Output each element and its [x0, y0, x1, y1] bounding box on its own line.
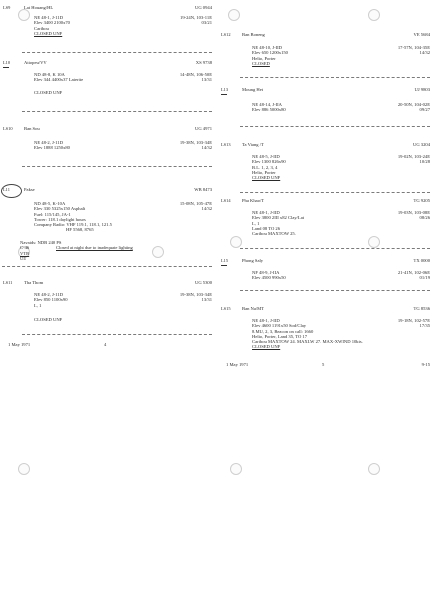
airfield-ident: UG 0944	[195, 5, 212, 10]
status-line: CLOSED	[252, 60, 270, 66]
entry-line: NE 48-1, J-IID	[252, 318, 280, 323]
entry-line-value: 19-18N, 102-57E	[397, 318, 430, 323]
airfield-ident: UG 4971	[195, 126, 212, 131]
airfield-code: L11	[3, 187, 10, 192]
entry-line: Elev 1300 826x90	[252, 159, 286, 165]
separator	[240, 290, 430, 291]
airfield-code: LS14	[221, 198, 231, 203]
airfield-name: Moung Het	[242, 87, 264, 92]
airfield-ident: UG 5300	[195, 280, 212, 285]
entry-line: Elev 3400 2100x70	[34, 20, 70, 26]
airfield-ident: UG 3204	[413, 142, 430, 147]
aircraft-code: VTB	[20, 250, 30, 256]
entry-line: Helio, Porter	[252, 55, 276, 61]
airfield-name: Pakse	[24, 187, 35, 192]
page-number: 4	[104, 342, 107, 347]
entry-line-value: 19-24N, 103-11E	[180, 15, 212, 20]
airfield-ident: TX 0000	[413, 258, 430, 263]
page-number: 5	[322, 362, 325, 367]
entry-line-value: 03/21	[201, 20, 212, 26]
airfield-name: Lat Houang/HL	[24, 5, 54, 10]
entry-line: Elev 886 5000x80	[252, 107, 286, 113]
airfield-code: LS15	[221, 306, 231, 311]
separator	[240, 248, 430, 249]
entry-line: NF 48-9, J-IIA	[252, 270, 280, 275]
airfield-entry	[0, 60, 218, 95]
binder-hole	[18, 463, 30, 475]
footer-date: 1 May 1971	[226, 362, 249, 367]
entry-line-value: 19-38N, 103-34E	[179, 292, 212, 297]
airfield-ident: TG 8536	[413, 306, 430, 311]
entry-line: L, 1	[252, 220, 260, 226]
airfield-code: LS13	[221, 142, 231, 147]
separator	[240, 77, 430, 78]
airfield-ident: TG 9205	[413, 198, 430, 203]
entry-line-value: 21-41N, 102-06E	[397, 270, 430, 275]
separator	[240, 126, 430, 127]
closure-note: Closed at night due to inadequate lighting	[56, 245, 133, 251]
entry-line-value: 13/31	[201, 77, 212, 83]
binder-hole	[228, 9, 240, 21]
airfield-ident: UJ 9803	[414, 87, 430, 92]
entry-line: Elev 3800 2III x82 Clay/Lat	[252, 215, 305, 221]
entry-line-value: 19-03N, 103-08E	[397, 210, 430, 215]
airfield-ident: WB 8473	[194, 187, 212, 192]
status-line: CLOSED UNF	[34, 30, 63, 36]
entry-line-value: 17-57N, 104-35E	[397, 45, 430, 50]
separator	[240, 192, 430, 193]
airfield-entry	[0, 280, 218, 322]
separator	[22, 334, 212, 335]
airfield-name: Ta Viang /T	[242, 142, 264, 147]
entry-line-value: 19-02N, 103-24E	[397, 154, 430, 159]
separator	[22, 52, 212, 53]
entry-line: Tower: 118.1 daylight hours	[34, 216, 86, 222]
entry-line: HF 5568, 8765	[66, 227, 94, 233]
airfield-name: Phong Saly	[242, 258, 264, 263]
entry-line-value: 09/27	[419, 107, 430, 113]
entry-line: Helio, Porter, Land 35, TO 17	[252, 333, 308, 339]
airfield-code: LS10	[3, 126, 13, 131]
right-page	[218, 0, 436, 600]
airfield-name: Ban Sou	[24, 126, 40, 131]
entry-line-value: 14/32	[201, 206, 212, 212]
status-line: CLOSED UNF	[34, 317, 63, 323]
airfield-entry	[0, 187, 218, 233]
airfield-code: LS12	[221, 32, 231, 37]
airfield-ident: XS 9738	[195, 60, 212, 65]
entry-line: Elev 4600 1191x50 Sod/Clay	[252, 323, 307, 329]
entry-line-value: 14-48N, 106-50E	[179, 72, 212, 77]
airfield-entry	[218, 306, 436, 350]
entry-line: NE 48-2, J-11D	[34, 140, 64, 145]
entry-line-value: 13/31	[201, 297, 212, 303]
status-line: CLOSED UNF	[34, 89, 63, 95]
aircraft-code: C-46	[20, 245, 30, 251]
underline-mark	[221, 265, 227, 266]
entry-line-value: 17/35	[419, 323, 430, 329]
entry-line: Elev 330 5325x150 Asphalt	[34, 206, 86, 212]
navaid-block	[0, 240, 218, 261]
entry-line: Helio, Porter	[252, 169, 276, 175]
airfield-code: L10	[3, 60, 11, 65]
airfield-entry	[218, 32, 436, 66]
entry-line-value: 01/19	[419, 275, 430, 281]
airfield-ident: VE 5684	[413, 32, 430, 37]
entry-line: NE 48-2, J-11D	[34, 292, 64, 297]
entry-line: Elev 650 1200x150	[252, 50, 288, 56]
entry-line-value: 14/32	[201, 145, 212, 151]
entry-line: B.L. 1, 2, 3, 4	[252, 164, 278, 170]
entry-line: NE 48-5, J-IID	[252, 154, 280, 159]
airfield-entry	[218, 198, 436, 236]
entry-line: Caribou MAXTOW 25.	[252, 231, 296, 237]
binder-hole	[368, 236, 380, 248]
airfield-name: Ban Na/MT	[242, 306, 265, 311]
entry-line: Navaids: NDB 240 PS	[20, 240, 62, 245]
entry-line-value: 08/26	[419, 215, 430, 221]
airfield-code: LS9	[3, 5, 11, 10]
entry-line: Caribou	[34, 25, 49, 31]
entry-line-value: 19-38N, 103-34E	[179, 140, 212, 145]
separator	[22, 111, 212, 112]
airfield-entry	[0, 5, 218, 36]
entry-line: Elev 344 4400x37 Laterite	[34, 77, 84, 83]
entry-line: Fuel: 115/145, JA-1	[34, 211, 71, 217]
airfield-entry	[218, 87, 436, 113]
entry-line-value: 10/28	[419, 159, 430, 165]
binder-hole	[230, 463, 242, 475]
airfield-code: L15	[221, 258, 229, 263]
airfield-name: Pha Khao/T	[242, 198, 265, 203]
entry-line-value: 14/32	[419, 50, 430, 56]
entry-line: NE 48-1, J-11D	[34, 15, 64, 20]
binder-hole	[368, 9, 380, 21]
status-line: CLOSED UNF	[252, 175, 281, 181]
entry-line: Elev 4500 990x50	[252, 275, 286, 281]
binder-hole	[368, 463, 380, 475]
entry-line: Elev 850 1100x90	[34, 297, 68, 303]
airfield-name: Attopeu/VV	[24, 60, 47, 65]
airfield-name: Tha Thom	[24, 280, 44, 285]
airfield-code: LS11	[3, 280, 13, 285]
binder-hole	[230, 236, 242, 248]
page-reference: 9-15	[421, 362, 430, 367]
entry-line: Land 08 TO 26	[252, 225, 281, 231]
separator	[2, 266, 212, 267]
entry-line: NE 48-10, J-IID	[252, 45, 282, 50]
airfield-code: L13	[221, 87, 229, 92]
underline-mark	[3, 67, 9, 68]
entry-line: NE 48-14, J-IIA	[252, 102, 282, 107]
airfield-entry	[218, 258, 436, 281]
airfield-entry	[218, 142, 436, 180]
footer-date: 1 May 1971	[8, 342, 31, 347]
status-line: CLOSED UNF	[252, 344, 281, 350]
underline-mark	[221, 94, 227, 95]
entry-line: ND 48-8, K 10A	[34, 72, 65, 77]
entry-line: Company Radio: VHF 119.1, 118.1, 121.5	[34, 222, 112, 228]
separator	[22, 166, 212, 167]
entry-line-value: 20-50N, 104-02E	[397, 102, 430, 107]
entry-line-value: 15-08N, 105-47E	[179, 201, 212, 206]
entry-line: L, 1	[34, 302, 42, 308]
entry-line: ND 48-5, K-10A	[34, 201, 66, 206]
entry-line: Caribou MAXTOW 24. MAXLW 27. MAX-XWIND 10kts.	[252, 339, 363, 345]
aircraft-code: U4	[20, 255, 26, 261]
entry-line: 8.MU, 2, 3, Beacon on call: 1660	[252, 328, 314, 334]
entry-line: NE 48-1, J-IID	[252, 210, 280, 215]
entry-line: Elev 1888 1250x80	[34, 145, 70, 151]
airfield-name: Ban Boneng	[242, 32, 265, 37]
airfield-entry	[0, 126, 218, 151]
